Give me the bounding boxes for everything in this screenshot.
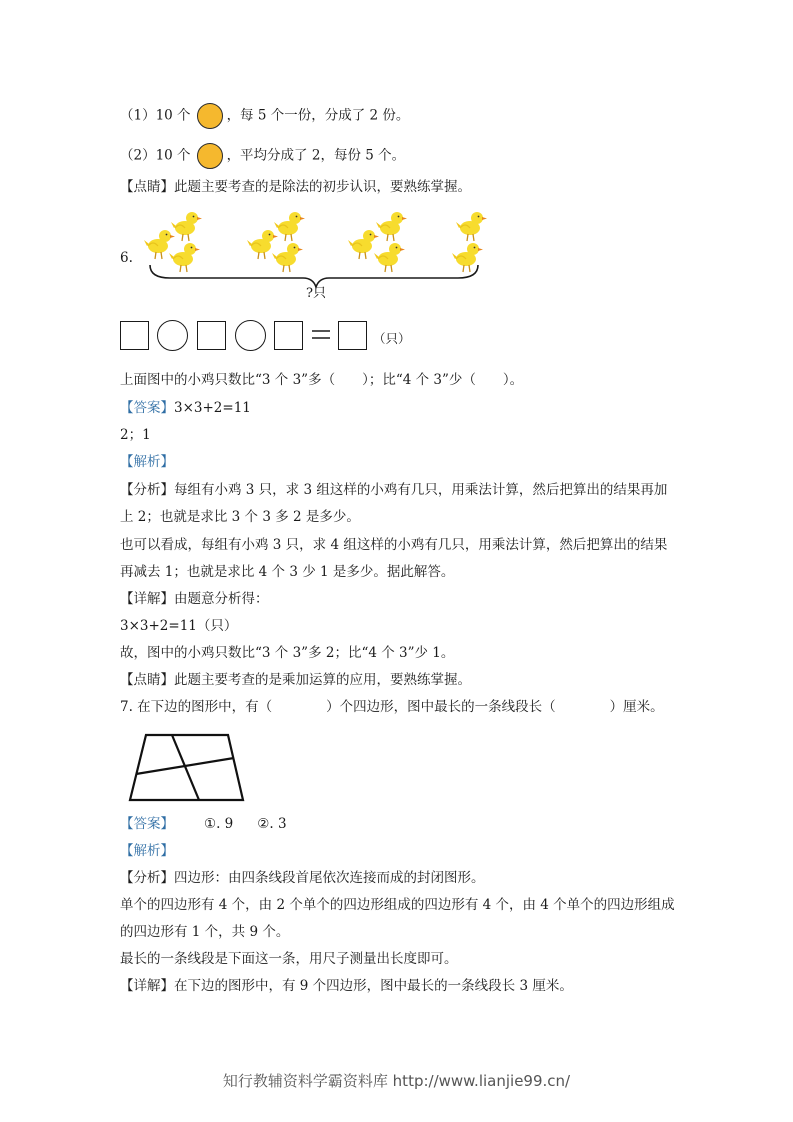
curly-brace [150, 265, 478, 287]
q7-fenxi-4: 最长的一条线段是下面这一条，用尺子测量出长度即可。 [120, 951, 458, 967]
q7-fenxi-3: 的四边形有 1 个，共 9 个。 [120, 924, 290, 940]
chick-icon [171, 212, 202, 241]
footer-watermark: 知行教辅资料学霸资料库 http://www.lianjie99.cn/ [222, 1072, 571, 1090]
chick-group-2 [247, 212, 305, 272]
chick-icon [374, 243, 405, 272]
q6-fenxi-1: 【分析】每组有小鸡 3 只，求 3 组这样的小鸡有几只，用乘法计算，然后把算出的结果再加 [120, 482, 668, 498]
unit-label: （只） [373, 331, 411, 346]
chick-icon [348, 230, 379, 259]
q5-line-2: （2）10 个 ，平均分成了 2，每份 5 个。 [120, 143, 405, 169]
chick-icon [376, 212, 407, 241]
answer-box [120, 321, 149, 350]
q6-analysis-tag: 【解析】 [120, 454, 174, 470]
q6-fenxi-3: 也可以看成，每组有小鸡 3 只，求 4 组这样的小鸡有几只，用乘法计算，然后把算出的结果 [120, 537, 668, 553]
q6-question: 上面图中的小鸡只数比“3 个 3”多（ ）；比“4 个 3”少（ ）。 [120, 372, 524, 388]
q5-line-1: （1）10 个 ，每 5 个一份，分成了 2 份。 [120, 103, 409, 129]
chick-icon [456, 212, 487, 241]
q6-number: 6. [120, 250, 133, 266]
q7-question: 7. 在下边的图形中，有（ ）个四边形，图中最长的一条线段长（ ）厘米。 [120, 699, 664, 715]
chick-icon [272, 243, 303, 272]
chick-icon [169, 243, 200, 272]
trapezoid-figure [120, 727, 250, 807]
q7-fenxi-1: 【分析】四边形：由四条线段首尾依次连接而成的封闭图形。 [120, 870, 485, 886]
q7-fenxi-2: 单个的四边形有 4 个，由 2 个单个的四边形组成的四边形有 4 个，由 4 个单个的四边形组成 [120, 897, 675, 913]
chick-icon [274, 212, 305, 241]
operator-circle [235, 320, 266, 351]
chick-group-1 [144, 212, 202, 272]
operator-circle [157, 320, 188, 351]
chick-group-4 [452, 212, 487, 272]
answer-box [274, 321, 303, 350]
equals-sign [311, 329, 331, 341]
answer-box [338, 321, 367, 350]
q6-fenxi-2: 上 2；也就是求比 3 个 3 多 2 是多少。 [120, 509, 360, 525]
q7-answer: 【答案】 ①. 9 ②. 3 [120, 816, 287, 832]
q7-analysis-tag: 【解析】 [120, 843, 174, 859]
answer-box [197, 321, 226, 350]
q7-xiangjie: 【详解】在下边的图形中，有 9 个四边形，图中最长的一条线段长 3 厘米。 [120, 978, 573, 994]
q6-answer: 【答案】3×3+2=11 [120, 400, 251, 416]
q6-calc: 3×3+2=11（只） [120, 618, 238, 634]
q6-dianjing: 【点睛】此题主要考查的是乘加运算的应用，要熟练掌握。 [120, 672, 471, 688]
q5-dianjing: 【点睛】此题主要考查的是除法的初步认识，要熟练掌握。 [120, 179, 471, 195]
chick-group-3 [348, 212, 407, 272]
brace-label: ?只 [306, 286, 326, 301]
q6-fenxi-4: 再减去 1；也就是求比 4 个 3 少 1 是多少。据此解答。 [120, 564, 455, 580]
q6-xiangjie: 【详解】由题意分析得： [120, 591, 269, 607]
q6-conclusion: 故，图中的小鸡只数比“3 个 3”多 2；比“4 个 3”少 1。 [120, 645, 455, 661]
chick-illustration [0, 0, 793, 320]
q6-answer-2: 2；1 [120, 427, 151, 443]
